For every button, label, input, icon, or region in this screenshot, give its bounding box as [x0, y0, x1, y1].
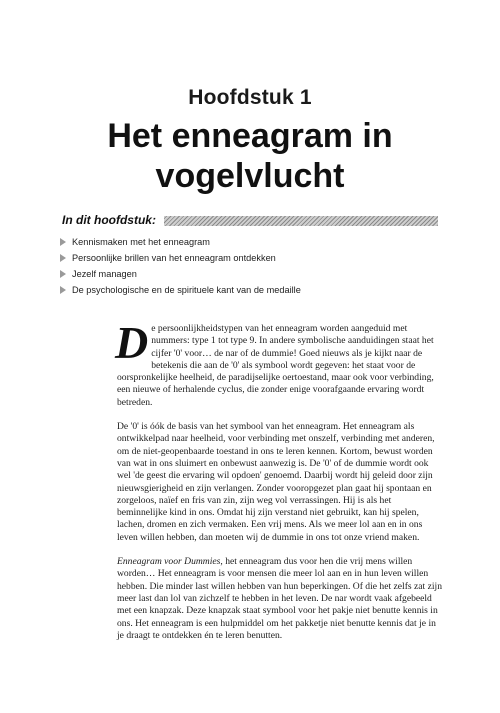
- contents-item: [60, 234, 301, 250]
- contents-item: [60, 250, 301, 266]
- drop-cap: D: [115, 317, 149, 368]
- book-title-emphasis: Enneagram voor Dummies: [117, 556, 221, 568]
- contents-item-label: Kennismaken met het enneagram: [72, 237, 210, 247]
- paragraph-1: [115, 317, 443, 409]
- arrow-bullet-icon: [60, 238, 66, 246]
- paragraph-2-text: De '0' is óók de basis van het symbool van het enneagram. Het enneagram als ontwikkelpad naar heelheid, voor verbinding met onszelf, verbinding met anderen, om de niet-geopenbaarde toestand in ons te leren kennen. Kortom, bewust worden van wat in ons sluimert en onbewust aanwezig is. De '0' of de dummie wordt ook wel 'de geest die ervaring wil opdoen' genoemd. Daarbij wordt hij geleid door zijn nieuwsgierigheid en zijn verlangen. Zonder vooropgezet plan gaat hij spontaan en zorgeloos, naïef en fris van zin, zijn weg vol verrassingen. Hij is als het beminnelijke kind in ons. Omdat hij zijn verstand niet gebruikt, kan hij spelen, lachen, dromen en zich vermaken. Een vrij mens. Als we meer lol aan en in ons leven willen hebben, dan moeten wij de dummie in ons tot onze vriend maken.: [117, 421, 435, 543]
- body-text: [115, 317, 443, 654]
- paragraph-1-text: e persoonlijkheidstypen van het enneagram worden aangeduid met nummers: type 1 tot type 9. In andere symbolische aanduidingen staat het cijfer '0' voor… de nar of de dummie! Goed nieuws als je kijkt naar de betekenis die aan de '0' als symbool wordt gegeven: het staat voor de oorspronkelijke heelheid, de paradijselijke oertoestand, maar ook voor verbinding, een nieuwe of herhalende cyclus, die zonder enige voorafgaande ervaring wordt betreden.: [117, 323, 434, 408]
- paragraph-3-text: , het enneagram dus voor hen die vrij mens willen worden… Het enneagram is voor mensen die meer lol aan en in hun leven willen hebben. Die minder last willen hebben van hun beperkingen. Of die het zelfs zat zijn meer last dan lol van zichzelf te hebben in het leven. De nar wordt vaak afgebeeld met een knapzak. Deze knapzak staat symbool voor het pakje niet benutte kennis in ons. Het enneagram is een hulpmiddel om het pakketje niet benutte kennis dat je in je draagt te ontdekken én te leren benutten.: [117, 556, 443, 641]
- chapter-contents-box: [60, 212, 438, 298]
- arrow-bullet-icon: [60, 254, 66, 262]
- contents-item: [60, 266, 301, 282]
- chapter-label: Hoofdstuk 1: [188, 86, 312, 109]
- contents-item-label: De psychologische en de spirituele kant van de medaille: [72, 285, 301, 295]
- chapter-title-line-2: vogelvlucht: [155, 157, 345, 195]
- chapter-title-line-1: Het enneagram in: [107, 117, 393, 155]
- contents-list: [60, 234, 301, 298]
- paragraph-2: [117, 421, 443, 544]
- contents-item-label: Jezelf managen: [72, 269, 137, 279]
- arrow-bullet-icon: [60, 286, 66, 294]
- arrow-bullet-icon: [60, 270, 66, 278]
- chapter-title: [0, 116, 500, 196]
- contents-header: In dit hoofdstuk:: [60, 212, 164, 228]
- paragraph-3: [117, 556, 443, 642]
- contents-item: [60, 282, 301, 298]
- contents-item-label: Persoonlijke brillen van het enneagram ontdekken: [72, 253, 276, 263]
